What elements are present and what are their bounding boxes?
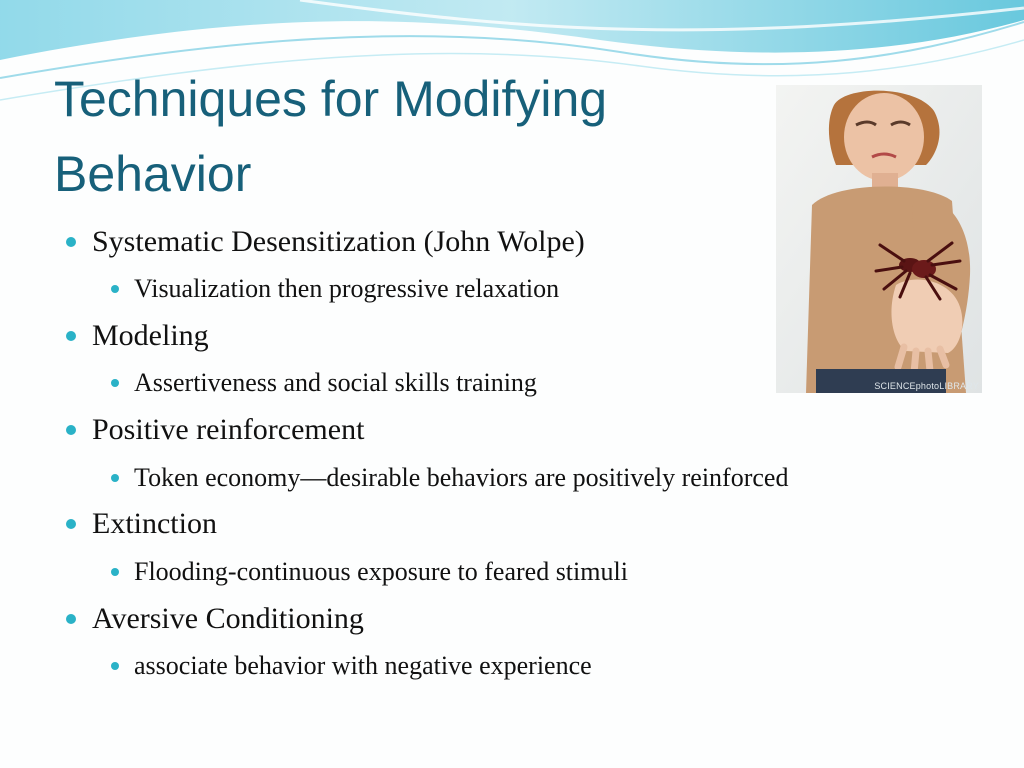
bullet-text: Modeling [92, 319, 209, 352]
sub-bullet-text: Token economy—desirable behaviors are positively reinforced [134, 463, 789, 492]
bullet-item-5 [92, 601, 364, 637]
bullet-item-2 [92, 318, 209, 354]
bullet-dot-icon [66, 614, 76, 624]
sub-bullet-item-5 [134, 650, 592, 682]
bullet-dot-icon [111, 662, 119, 670]
slide-title: Techniques for Modifying Behavior [54, 71, 608, 202]
bullet-dot-icon [111, 568, 119, 576]
sub-bullet-text: Visualization then progressive relaxation [134, 274, 560, 303]
bullet-dot-icon [66, 425, 76, 435]
woman-with-spider-photo [776, 85, 982, 393]
bullet-item-1 [92, 224, 585, 260]
sub-bullet-item-1 [134, 273, 559, 305]
bullet-item-4 [92, 506, 217, 542]
sub-bullet-text: associate behavior with negative experience [134, 651, 592, 680]
sub-bullet-item-4 [134, 556, 628, 588]
bullet-text: Aversive Conditioning [92, 602, 364, 635]
sub-bullet-text: Assertiveness and social skills training [134, 368, 537, 397]
bullet-dot-icon [66, 519, 76, 529]
bullet-dot-icon [111, 285, 119, 293]
sub-bullet-item-2 [134, 367, 537, 399]
sub-bullet-text: Flooding-continuous exposure to feared stimuli [134, 557, 628, 586]
bullet-dot-icon [66, 237, 76, 247]
photo-credit: SCIENCEphotoLIBRARY [874, 381, 979, 391]
bullet-text: Extinction [92, 507, 217, 540]
bullet-dot-icon [66, 331, 76, 341]
bullet-dot-icon [111, 379, 119, 387]
sub-bullet-item-3 [134, 462, 788, 494]
bullet-item-3 [92, 412, 364, 448]
photo-illustration [776, 85, 982, 393]
bullet-text: Systematic Desensitization (John Wolpe) [92, 225, 585, 258]
bullet-dot-icon [111, 474, 119, 482]
bullet-text: Positive reinforcement [92, 413, 365, 446]
